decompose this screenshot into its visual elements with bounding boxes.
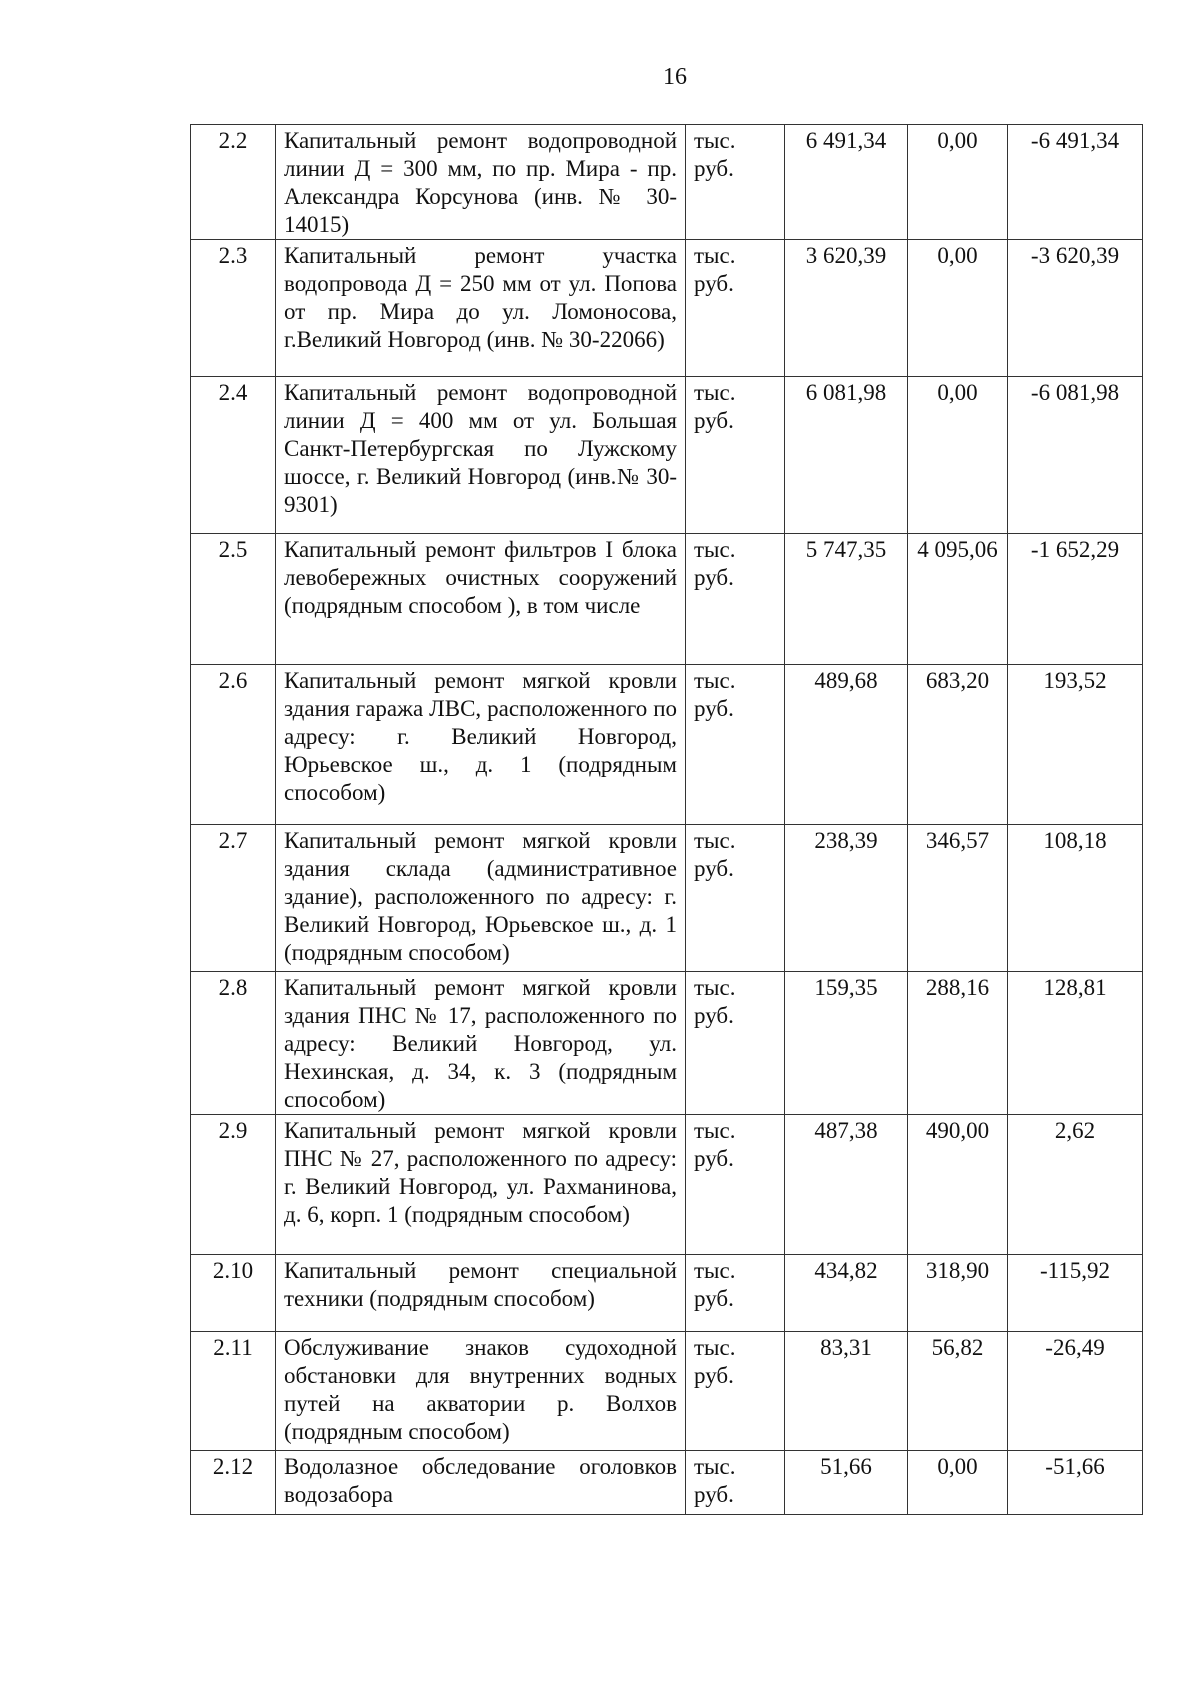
- row-plan-value: 434,82: [785, 1255, 908, 1332]
- unit-line-2: руб.: [694, 1482, 734, 1507]
- row-description: Обслуживание знаков судоходной обстановки для внутренних водных путей на акватории р. Волхов (подрядным способом): [276, 1332, 686, 1451]
- unit-line-2: руб.: [694, 156, 734, 181]
- table-row: [191, 125, 1143, 240]
- table-row: [191, 1255, 1143, 1332]
- budget-table: [190, 124, 1143, 1515]
- row-unit: [686, 825, 785, 972]
- row-number: 2.7: [191, 825, 276, 972]
- row-fact-value: 490,00: [908, 1115, 1008, 1255]
- row-description: Капитальный ремонт мягкой кровли здания ПНС № 17, расположенного по адресу: Великий Новгород, ул. Нехинская, д. 34, к. 3 (подрядным способом): [276, 972, 686, 1115]
- unit-line-1: тыс.: [694, 975, 736, 1000]
- row-difference: -3 620,39: [1008, 240, 1143, 377]
- row-difference: 193,52: [1008, 665, 1143, 825]
- row-number: 2.12: [191, 1451, 276, 1515]
- row-plan-value: 238,39: [785, 825, 908, 972]
- row-fact-value: 318,90: [908, 1255, 1008, 1332]
- row-number: 2.4: [191, 377, 276, 534]
- unit-line-2: руб.: [694, 408, 734, 433]
- unit-line-2: руб.: [694, 271, 734, 296]
- row-fact-value: 4 095,06: [908, 534, 1008, 665]
- unit-line-1: тыс.: [694, 243, 736, 268]
- unit-line-1: тыс.: [694, 828, 736, 853]
- row-description: Капитальный ремонт фильтров I блока левобережных очистных сооружений (подрядным способом ), в том числе: [276, 534, 686, 665]
- row-number: 2.3: [191, 240, 276, 377]
- unit-line-2: руб.: [694, 1363, 734, 1388]
- row-description: Капитальный ремонт специальной техники (подрядным способом): [276, 1255, 686, 1332]
- row-unit: [686, 1451, 785, 1515]
- row-number: 2.9: [191, 1115, 276, 1255]
- row-unit: [686, 240, 785, 377]
- row-unit: [686, 1332, 785, 1451]
- unit-line-1: тыс.: [694, 537, 736, 562]
- row-plan-value: 6 491,34: [785, 125, 908, 240]
- row-plan-value: 5 747,35: [785, 534, 908, 665]
- row-fact-value: 0,00: [908, 240, 1008, 377]
- table-row: [191, 825, 1143, 972]
- unit-line-2: руб.: [694, 1003, 734, 1028]
- table-row: [191, 1332, 1143, 1451]
- unit-line-2: руб.: [694, 856, 734, 881]
- unit-line-2: руб.: [694, 1146, 734, 1171]
- row-number: 2.8: [191, 972, 276, 1115]
- row-fact-value: 0,00: [908, 1451, 1008, 1515]
- row-plan-value: 51,66: [785, 1451, 908, 1515]
- row-fact-value: 0,00: [908, 125, 1008, 240]
- row-description: Капитальный ремонт участка водопровода Д = 250 мм от ул. Попова от пр. Мира до ул. Ломоносова, г.Великий Новгород (инв. № 30-22066): [276, 240, 686, 377]
- row-difference: 108,18: [1008, 825, 1143, 972]
- row-number: 2.11: [191, 1332, 276, 1451]
- unit-line-1: тыс.: [694, 380, 736, 405]
- unit-line-1: тыс.: [694, 1335, 736, 1360]
- row-difference: 128,81: [1008, 972, 1143, 1115]
- table-row: [191, 240, 1143, 377]
- row-difference: -6 491,34: [1008, 125, 1143, 240]
- row-number: 2.2: [191, 125, 276, 240]
- row-unit: [686, 1255, 785, 1332]
- unit-line-2: руб.: [694, 1286, 734, 1311]
- row-difference: -115,92: [1008, 1255, 1143, 1332]
- row-unit: [686, 534, 785, 665]
- row-difference: -51,66: [1008, 1451, 1143, 1515]
- row-fact-value: 56,82: [908, 1332, 1008, 1451]
- row-fact-value: 288,16: [908, 972, 1008, 1115]
- row-plan-value: 159,35: [785, 972, 908, 1115]
- row-difference: -26,49: [1008, 1332, 1143, 1451]
- row-difference: 2,62: [1008, 1115, 1143, 1255]
- row-description: Капитальный ремонт мягкой кровли здания гаража ЛВС, расположенного по адресу: г. Великий Новгород, Юрьевское ш., д. 1 (подрядным способом): [276, 665, 686, 825]
- row-unit: [686, 377, 785, 534]
- table-row: [191, 1451, 1143, 1515]
- table-row: [191, 377, 1143, 534]
- table-row: [191, 665, 1143, 825]
- row-plan-value: 83,31: [785, 1332, 908, 1451]
- table-row: [191, 1115, 1143, 1255]
- row-plan-value: 489,68: [785, 665, 908, 825]
- page-number: 16: [663, 64, 687, 90]
- row-description: Капитальный ремонт водопроводной линии Д = 300 мм, по пр. Мира - пр. Александра Корсунова (инв. № 30-14015): [276, 125, 686, 240]
- row-number: 2.5: [191, 534, 276, 665]
- unit-line-1: тыс.: [694, 128, 736, 153]
- row-fact-value: 0,00: [908, 377, 1008, 534]
- row-unit: [686, 1115, 785, 1255]
- unit-line-1: тыс.: [694, 1454, 736, 1479]
- row-fact-value: 683,20: [908, 665, 1008, 825]
- unit-line-1: тыс.: [694, 1118, 736, 1143]
- row-description: Водолазное обследование оголовков водозабора: [276, 1451, 686, 1515]
- row-unit: [686, 972, 785, 1115]
- table-row: [191, 534, 1143, 665]
- unit-line-2: руб.: [694, 565, 734, 590]
- row-plan-value: 487,38: [785, 1115, 908, 1255]
- row-description: Капитальный ремонт водопроводной линии Д = 400 мм от ул. Большая Санкт-Петербургская по Лужскому шоссе, г. Великий Новгород (инв.№ 30-9301): [276, 377, 686, 534]
- row-difference: -1 652,29: [1008, 534, 1143, 665]
- unit-line-2: руб.: [694, 696, 734, 721]
- row-unit: [686, 125, 785, 240]
- row-unit: [686, 665, 785, 825]
- row-number: 2.6: [191, 665, 276, 825]
- unit-line-1: тыс.: [694, 1258, 736, 1283]
- row-number: 2.10: [191, 1255, 276, 1332]
- row-plan-value: 3 620,39: [785, 240, 908, 377]
- row-fact-value: 346,57: [908, 825, 1008, 972]
- row-description: Капитальный ремонт мягкой кровли ПНС № 27, расположенного по адресу: г. Великий Новгород, ул. Рахманинова, д. 6, корп. 1 (подрядным способом): [276, 1115, 686, 1255]
- row-description: Капитальный ремонт мягкой кровли здания склада (административное здание), расположенного по адресу: г. Великий Новгород, Юрьевское ш., д. 1 (подрядным способом): [276, 825, 686, 972]
- row-difference: -6 081,98: [1008, 377, 1143, 534]
- table-row: [191, 972, 1143, 1115]
- row-plan-value: 6 081,98: [785, 377, 908, 534]
- unit-line-1: тыс.: [694, 668, 736, 693]
